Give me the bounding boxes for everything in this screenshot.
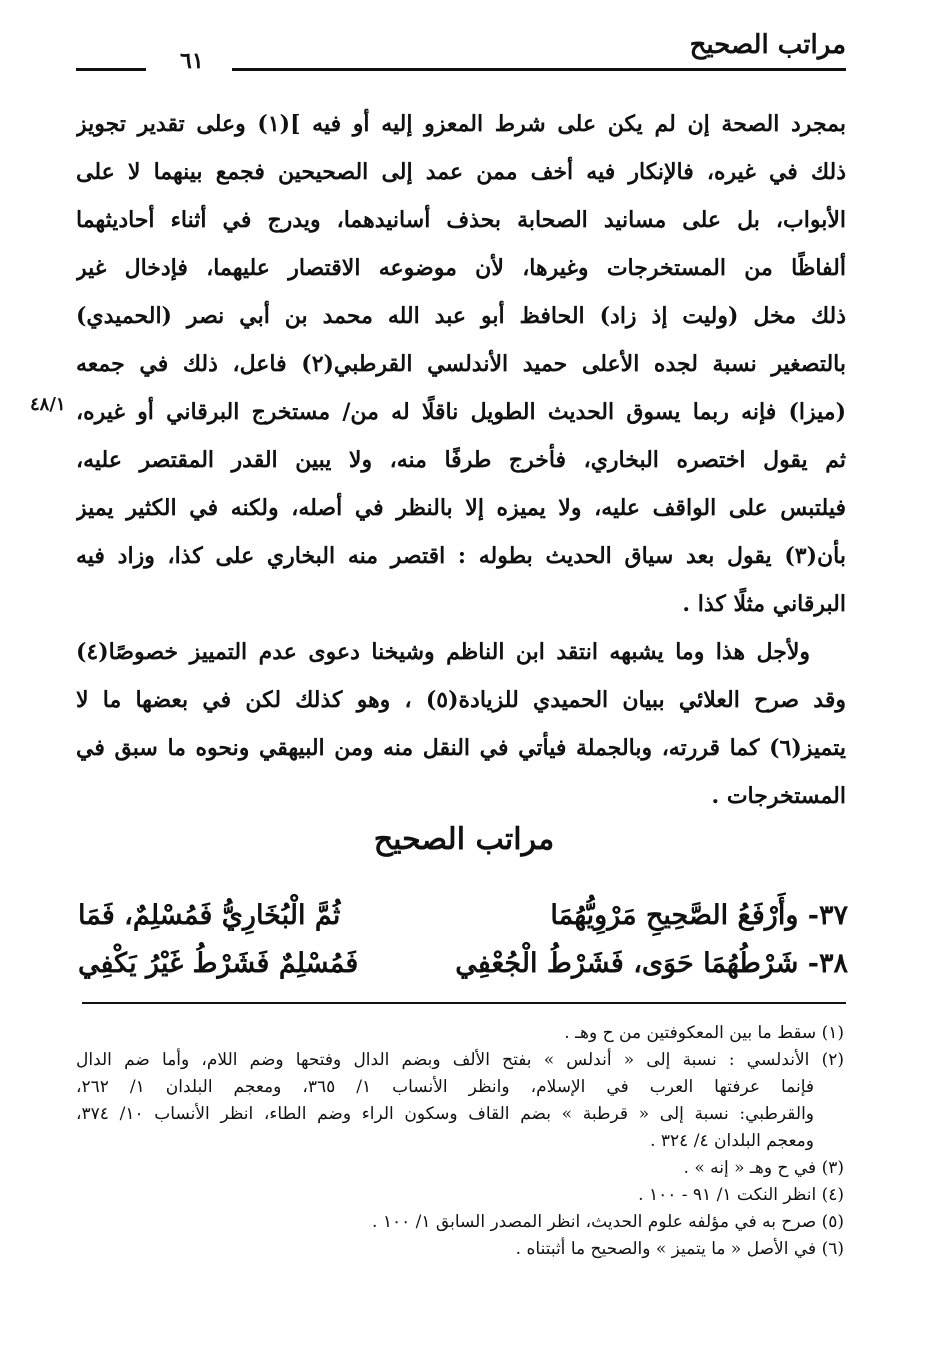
footnote: (٥) صرح به في مؤلفه علوم الحديث، انظر المصدر السابق ١/ ١٠٠ . — [372, 1212, 844, 1232]
verse-second-hemistich: فَمُسْلِمٌ فَشَرْطُ غَيْرُ يَكْفِي — [78, 948, 359, 979]
text-line: ذلك مخل (وليت إذ زاد) الحافظ أبو عبد الله محمد بن أبي نصر (الحميدي) — [76, 303, 846, 329]
page-number: ٦١ — [180, 48, 204, 74]
text-line: البرقاني مثلًا كذا . — [682, 591, 846, 617]
footnote: (٢) الأندلسي : نسبة إلى « أندلس » بفتح الألف وبضم الدال وفتحها وضم اللام، وأما ضم الدال — [76, 1050, 844, 1070]
footnote-continuation: والقرطبي: نسبة إلى « قرطبة » بضم القاف وسكون الراء وضم الطاء، انظر الأنساب ١٠/ ٣٧٤، — [76, 1104, 815, 1124]
verse-block — [78, 892, 848, 988]
footnote: (٤) انظر النكت ١/ ٩١ - ١٠٠ . — [638, 1185, 844, 1205]
footnote: (٦) في الأصل « ما يتميز » والصحيح ما أثبتناه . — [515, 1239, 844, 1259]
text-line: بأن(٣) يقول بعد سياق الحديث بطوله : اقتصر منه البخاري على كذا، وزاد فيه — [76, 543, 846, 569]
text-line: فيلتبس على الواقف عليه، ولا يميزه إلا بالنظر في أصله، ولكنه في الكثير يميز — [76, 495, 846, 521]
footnotes — [76, 1020, 844, 1263]
verse-first-hemistich: ٣٨- شَرْطُهُمَا حَوَى، فَشَرْطُ الْجُعْفِي — [455, 948, 848, 979]
margin-note: ٤٨/١ — [30, 394, 66, 415]
section-heading: مراتب الصحيح — [373, 822, 555, 857]
verse-line — [78, 940, 848, 988]
footnote: (٣) في ح وهـ « إنه » . — [683, 1158, 844, 1178]
footnote-separator — [82, 1002, 846, 1004]
footnote-continuation: ومعجم البلدان ٤/ ٣٢٤ . — [650, 1131, 814, 1151]
text-line: ذلك في غيره، فالإنكار فيه أخف ممن عمد إلى الصحيحين فجمع بينهما لا على — [76, 159, 846, 185]
text-line: ثم يقول اختصره البخاري، فأخرج طرفًا منه، ولا يبين القدر المقتصر عليه، — [76, 447, 846, 473]
footnote: (١) سقط ما بين المعكوفتين من ح وهـ . — [564, 1023, 844, 1043]
text-line: بالتصغير نسبة لجده الأعلى حميد الأندلسي القرطبي(٢) فاعل، ذلك في جمعه — [76, 351, 846, 377]
text-line: (ميزا) فإنه ربما يسوق الحديث الطويل ناقلًا له من/ مستخرج البرقاني أو غيره، — [76, 399, 846, 425]
text-line: ألفاظًا من المستخرجات وغيرها، لأن موضوعه الاقتصار عليهما، فإدخال غير — [76, 255, 846, 281]
footnote-continuation: فإنما عرفتها العرب في الإسلام، وانظر الأنساب ١/ ٣٦٥، ومعجم البلدان ١/ ٢٦٢، — [76, 1077, 815, 1097]
text-line: يتميز(٦) كما قررته، وبالجملة فيأتي في النقل منه ومن البيهقي ونحوه ما سبق في — [76, 735, 846, 761]
header-rule — [232, 68, 846, 71]
verse-second-hemistich: ثُمَّ الْبُخَارِيُّ فَمُسْلِمٌ، فَمَا — [78, 900, 341, 931]
verse-line — [78, 892, 848, 940]
text-line: بمجرد الصحة إن لم يكن على شرط المعزو إليه أو فيه ](١) وعلى تقدير تجويز — [76, 111, 846, 137]
text-line: ولأجل هذا وما يشبهه انتقد ابن الناظم وشيخنا دعوى عدم التمييز خصوصًا(٤) — [76, 639, 810, 665]
text-line: المستخرجات . — [711, 783, 846, 809]
main-text — [76, 100, 846, 820]
header-rule-short — [76, 68, 146, 71]
verse-first-hemistich: ٣٧- وأَرْفَعُ الصَّحِيحِ مَرْوِيُّهُمَا — [550, 900, 848, 931]
text-line: وقد صرح العلائي ببيان الحميدي للزيادة(٥) ، وهو كذلك لكن في بعضها ما لا — [76, 687, 846, 713]
text-line: الأبواب، بل على مسانيد الصحابة بحذف أسانيدهما، ويدرج في أثناء أحاديثهما — [76, 207, 846, 233]
running-title: مراتب الصحيح — [689, 30, 846, 60]
